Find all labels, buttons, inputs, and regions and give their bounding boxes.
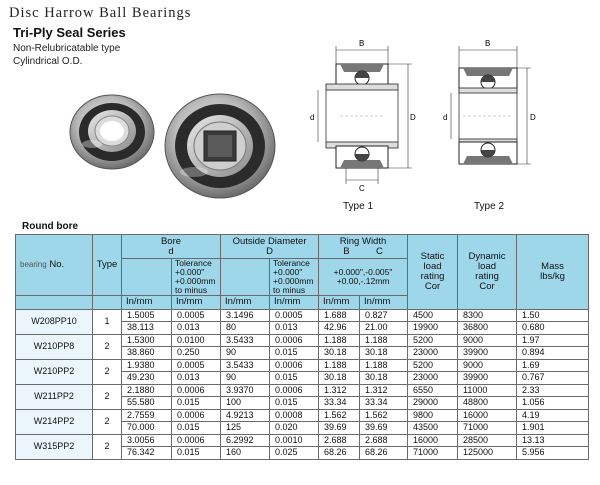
- type1-cross-section-diagram: [300, 38, 420, 198]
- ring-width-b-cell: 68.26: [319, 446, 360, 459]
- ring-width-c-cell: 68.26: [360, 446, 408, 459]
- bore-tolerance-cell: 0.0006: [172, 409, 221, 421]
- static-load-header: Static load rating Cor: [408, 235, 458, 310]
- bearing-number-cell: W208PP10: [16, 309, 93, 334]
- ring-width-c-cell: 1.562: [360, 409, 408, 421]
- dynamic-load-cell: 9000: [458, 359, 517, 371]
- static-load-cell: 5200: [408, 359, 458, 371]
- ring-width-c-cell: 0.827: [360, 309, 408, 321]
- mass-cell: 0.894: [517, 346, 589, 359]
- mass-cell: 0.680: [517, 321, 589, 334]
- dynamic-load-cell: 9000: [458, 334, 517, 346]
- type-cell: 2: [93, 434, 122, 459]
- type2-cross-section-diagram: [433, 38, 553, 198]
- dynamic-load-cell: 11000: [458, 384, 517, 396]
- ring-width-b-cell: 30.18: [319, 346, 360, 359]
- ring-width-b-cell: 1.312: [319, 384, 360, 396]
- bearing-number-cell: W210PP2: [16, 359, 93, 384]
- ring-width-b-cell: 1.562: [319, 409, 360, 421]
- bore-tolerance-cell: 0.0006: [172, 434, 221, 446]
- ring-width-b-cell: 1.688: [319, 309, 360, 321]
- ring-width-c-cell: 33.34: [360, 396, 408, 409]
- type-cell: 2: [93, 384, 122, 409]
- outside-diameter-cell: 90: [221, 371, 270, 384]
- bearing-no-header: bearing No.: [16, 235, 93, 296]
- bore-tolerance-cell: 0.0005: [172, 309, 221, 321]
- bearing-number-cell: W214PP2: [16, 409, 93, 434]
- dynamic-load-cell: 36800: [458, 321, 517, 334]
- dynamic-load-cell: 39900: [458, 371, 517, 384]
- mass-cell: 5.956: [517, 446, 589, 459]
- section-title: Round bore: [22, 221, 79, 232]
- dynamic-load-cell: 48800: [458, 396, 517, 409]
- dim-b-label: B: [359, 39, 365, 48]
- outside-diameter-cell: 3.5433: [221, 359, 270, 371]
- type-cell: 2: [93, 359, 122, 384]
- ring-width-c-cell: 1.188: [360, 334, 408, 346]
- ring-width-tolerance-header: +0.000",-0.005" +0.00,-.12mm: [319, 259, 408, 296]
- bore-tolerance-cell: 0.0006: [172, 384, 221, 396]
- outside-diameter-cell: 3.1496: [221, 309, 270, 321]
- od-tolerance-cell: 0.0010: [270, 434, 319, 446]
- type2-label: Type 2: [474, 201, 505, 212]
- bore-tolerance-cell: 0.013: [172, 371, 221, 384]
- dim-d-label: d: [310, 113, 315, 122]
- dim-od-label: D: [410, 113, 416, 122]
- dim-b-label-type2: B: [485, 39, 491, 48]
- unit-in-mm-5: In/mm: [319, 295, 360, 309]
- mass-cell: 0.767: [517, 371, 589, 384]
- ring-width-b-cell: 30.18: [319, 371, 360, 384]
- page-title: Disc Harrow Ball Bearings: [9, 5, 192, 21]
- type-cell: 2: [93, 334, 122, 359]
- static-load-cell: 9800: [408, 409, 458, 421]
- od-blank: [221, 259, 270, 296]
- dynamic-load-cell: 39900: [458, 346, 517, 359]
- static-load-cell: 23000: [408, 346, 458, 359]
- ring-width-c-cell: 2.688: [360, 434, 408, 446]
- static-load-cell: 71000: [408, 446, 458, 459]
- bore-tolerance-cell: 0.250: [172, 346, 221, 359]
- type1-label: Type 1: [343, 201, 374, 212]
- dynamic-load-cell: 125000: [458, 446, 517, 459]
- bore-tolerance-header: Tolerance +0.000" +0.000mm to minus: [172, 259, 221, 296]
- static-load-cell: 5200: [408, 334, 458, 346]
- unit-in-mm-1: In/mm: [122, 295, 172, 309]
- table-row: [16, 384, 589, 396]
- table-row: [16, 409, 589, 421]
- bore-cell: 3.0056: [122, 434, 172, 446]
- bore-cell: 2.7559: [122, 409, 172, 421]
- ring-width-b-cell: 1.188: [319, 359, 360, 371]
- static-load-cell: 4500: [408, 309, 458, 321]
- bore-tolerance-cell: 0.013: [172, 321, 221, 334]
- outside-diameter-cell: 80: [221, 321, 270, 334]
- type-unit: [93, 295, 122, 309]
- od-tolerance-cell: 0.015: [270, 371, 319, 384]
- table-row: [16, 309, 589, 321]
- bore-cell: 49.230: [122, 371, 172, 384]
- ring-width-c-cell: 30.18: [360, 371, 408, 384]
- mass-cell: 13.13: [517, 434, 589, 446]
- od-tolerance-cell: 0.0006: [270, 359, 319, 371]
- bore-cell: 2.1880: [122, 384, 172, 396]
- unit-in-mm-6: In/mm: [360, 295, 408, 309]
- bearing-number-cell: W211PP2: [16, 384, 93, 409]
- bearing-no-unit: [16, 295, 93, 309]
- bore-cell: 1.5300: [122, 334, 172, 346]
- unit-in-mm-4: In/mm: [270, 295, 319, 309]
- ring-width-c-cell: 1.188: [360, 359, 408, 371]
- mass-cell: 1.97: [517, 334, 589, 346]
- dynamic-load-cell: 8300: [458, 309, 517, 321]
- series-title: Tri-Ply Seal Series: [13, 25, 126, 40]
- type-cell: 1: [93, 309, 122, 334]
- unit-in-mm-2: In/mm: [172, 295, 221, 309]
- bore-blank: [122, 259, 172, 296]
- bearing-number-cell: W315PP2: [16, 434, 93, 459]
- dim-c-label: C: [359, 184, 365, 193]
- od-tolerance-cell: 0.020: [270, 421, 319, 434]
- outside-diameter-cell: 6.2992: [221, 434, 270, 446]
- bearing-photo: [64, 88, 282, 206]
- bore-tolerance-cell: 0.015: [172, 396, 221, 409]
- bore-cell: 1.9380: [122, 359, 172, 371]
- bore-tolerance-cell: 0.0005: [172, 359, 221, 371]
- ring-width-c-cell: 30.18: [360, 346, 408, 359]
- bore-cell: 76.342: [122, 446, 172, 459]
- ring-width-c-cell: 1.312: [360, 384, 408, 396]
- mass-cell: 1.50: [517, 309, 589, 321]
- dynamic-load-header: Dynamic load rating Cor: [458, 235, 517, 310]
- dim-od-label-type2: D: [530, 113, 536, 122]
- static-load-cell: 16000: [408, 434, 458, 446]
- od-tolerance-cell: 0.013: [270, 321, 319, 334]
- bore-cell: 1.5005: [122, 309, 172, 321]
- static-load-cell: 19900: [408, 321, 458, 334]
- table-row: [16, 334, 589, 346]
- dynamic-load-cell: 16000: [458, 409, 517, 421]
- unit-in-mm-3: In/mm: [221, 295, 270, 309]
- mass-cell: 1.056: [517, 396, 589, 409]
- table-row: [16, 359, 589, 371]
- od-tolerance-cell: 0.015: [270, 396, 319, 409]
- type-header: Type: [93, 235, 122, 296]
- outside-diameter-cell: 3.5433: [221, 334, 270, 346]
- od-tolerance-cell: 0.0005: [270, 309, 319, 321]
- mass-cell: 4.19: [517, 409, 589, 421]
- description-line-1: Non-Relubricatable type: [13, 43, 121, 54]
- outside-diameter-cell: 160: [221, 446, 270, 459]
- ring-width-b-cell: 2.688: [319, 434, 360, 446]
- od-tolerance-cell: 0.0006: [270, 384, 319, 396]
- ring-width-header: Ring Width B C: [319, 235, 408, 259]
- mass-cell: 2.33: [517, 384, 589, 396]
- od-tolerance-cell: 0.0006: [270, 334, 319, 346]
- outside-diameter-cell: 125: [221, 421, 270, 434]
- bore-header: Bore d: [122, 235, 221, 259]
- dynamic-load-cell: 28500: [458, 434, 517, 446]
- bearing-number-cell: W210PP8: [16, 334, 93, 359]
- mass-cell: 1.69: [517, 359, 589, 371]
- outside-diameter-cell: 3.9370: [221, 384, 270, 396]
- static-load-cell: 29000: [408, 396, 458, 409]
- description-line-2: Cylindrical O.D.: [13, 56, 83, 67]
- outside-diameter-cell: 100: [221, 396, 270, 409]
- table-row: [16, 434, 589, 446]
- od-tolerance-cell: 0.0008: [270, 409, 319, 421]
- od-header: Outside Diameter D: [221, 235, 319, 259]
- ring-width-b-cell: 33.34: [319, 396, 360, 409]
- dim-d-label-type2: d: [443, 113, 448, 122]
- bore-tolerance-cell: 0.015: [172, 446, 221, 459]
- outside-diameter-cell: 4.9213: [221, 409, 270, 421]
- bearing-spec-table: [15, 234, 589, 460]
- od-tolerance-cell: 0.015: [270, 346, 319, 359]
- bore-tolerance-cell: 0.015: [172, 421, 221, 434]
- mass-cell: 1.901: [517, 421, 589, 434]
- bore-cell: 38.860: [122, 346, 172, 359]
- type-cell: 2: [93, 409, 122, 434]
- ring-width-b-cell: 1.188: [319, 334, 360, 346]
- mass-header: Mass lbs/kg: [517, 235, 589, 310]
- bore-cell: 38.113: [122, 321, 172, 334]
- ring-width-b-cell: 39.69: [319, 421, 360, 434]
- bore-cell: 70.000: [122, 421, 172, 434]
- dynamic-load-cell: 71000: [458, 421, 517, 434]
- od-tolerance-header: Tolerance +0.000" +0.000mm to minus: [270, 259, 319, 296]
- bore-tolerance-cell: 0.0100: [172, 334, 221, 346]
- ring-width-b-cell: 42.96: [319, 321, 360, 334]
- ring-width-c-cell: 39.69: [360, 421, 408, 434]
- bore-cell: 55.580: [122, 396, 172, 409]
- ring-width-c-cell: 21.00: [360, 321, 408, 334]
- outside-diameter-cell: 90: [221, 346, 270, 359]
- static-load-cell: 6550: [408, 384, 458, 396]
- static-load-cell: 43500: [408, 421, 458, 434]
- od-tolerance-cell: 0.025: [270, 446, 319, 459]
- static-load-cell: 23000: [408, 371, 458, 384]
